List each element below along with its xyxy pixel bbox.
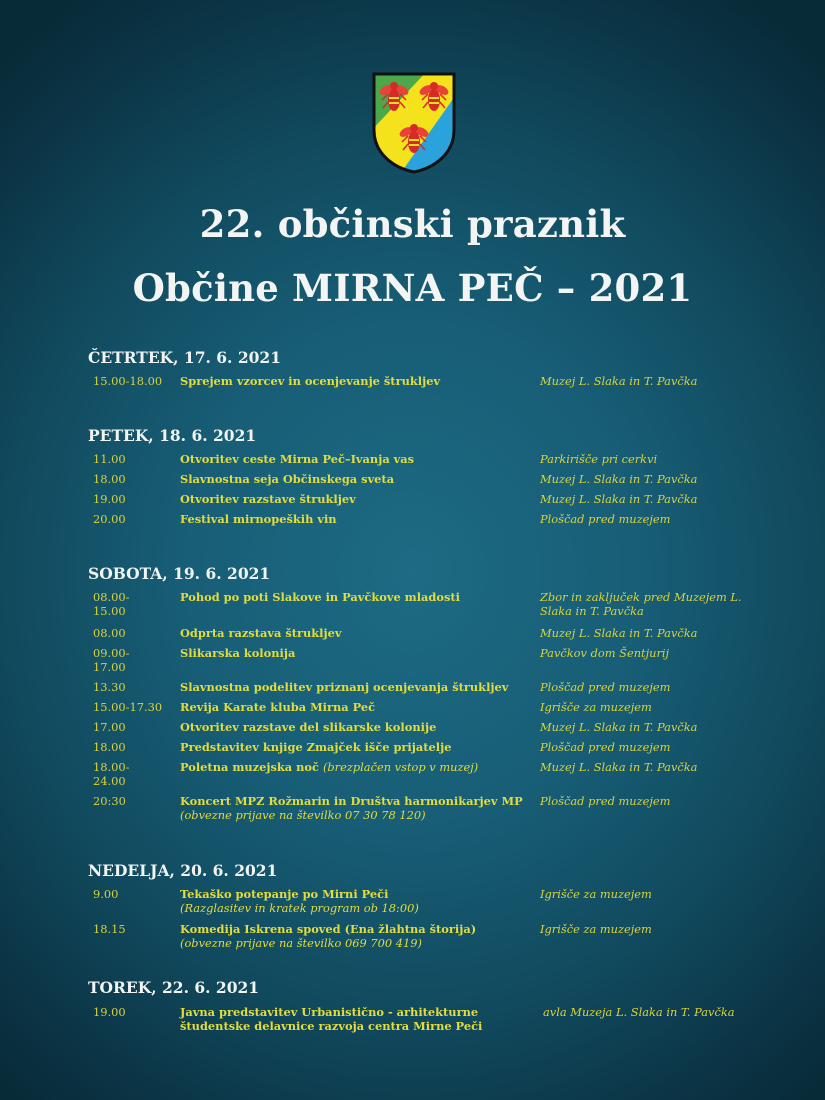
event-location: Parkirišče pri cerkvi <box>540 452 658 466</box>
event-time: 19.00 <box>93 1005 126 1019</box>
event-location: Muzej L. Slaka in T. Pavčka <box>540 492 698 506</box>
event-note: (Razglasitev in kratek program ob 18:00) <box>180 901 419 915</box>
event-time: 18.15 <box>93 922 126 936</box>
event-title: Otvoritev razstave del slikarske kolonije <box>180 720 437 734</box>
event-location-line-1: Zbor in zaključek pred Muzejem L. <box>540 590 742 604</box>
event-title <box>180 922 530 950</box>
event-time: 9.00 <box>93 887 119 901</box>
event-title-text: Komedija Iskrena spoved (Ena žlahtna štorija) <box>180 922 477 936</box>
page-title-line-2: Občine MIRNA PEČ – 2021 <box>132 266 693 310</box>
event-location: Ploščad pred muzejem <box>540 512 671 526</box>
event-time: 13.30 <box>93 680 126 694</box>
event-title: Slikarska kolonija <box>180 646 296 660</box>
event-time: 19.00 <box>93 492 126 506</box>
event-time-end: 24.00 <box>93 774 126 788</box>
event-time: 20.00 <box>93 512 126 526</box>
event-note: (obvezne prijave na številko 07 30 78 120) <box>180 808 426 822</box>
event-location: Muzej L. Slaka in T. Pavčka <box>540 626 698 640</box>
event-time-start: 18.00- <box>93 760 130 774</box>
event-title: Pohod po poti Slakove in Pavčkove mladosti <box>180 590 460 604</box>
event-title-text: Koncert MPZ Rožmarin in Društva harmonikarjev MP <box>180 794 523 808</box>
event-location: Igrišče za muzejem <box>540 922 652 936</box>
event-time: 18.00 <box>93 472 126 486</box>
event-time: 11.00 <box>93 452 126 466</box>
event-title: Revija Karate kluba Mirna Peč <box>180 700 376 714</box>
event-time: 15.00-17.30 <box>93 700 163 714</box>
event-title-text: Tekaško potepanje po Mirni Peči <box>180 887 389 901</box>
day-heading: NEDELJA, 20. 6. 2021 <box>88 861 278 880</box>
event-location-line-2: Slaka in T. Pavčka <box>540 604 644 618</box>
event-title-line-1: Javna predstavitev Urbanistično - arhitekturne <box>180 1005 479 1019</box>
event-time <box>93 646 173 674</box>
event-title <box>180 887 530 915</box>
event-note: (obvezne prijave na številko 069 700 419) <box>180 936 422 950</box>
event-title <box>180 760 530 774</box>
event-location: Muzej L. Slaka in T. Pavčka <box>540 760 698 774</box>
event-location: avla Muzeja L. Slaka in T. Pavčka <box>543 1005 735 1019</box>
event-time: 15.00-18.00 <box>93 374 163 388</box>
event-time-end: 15.00 <box>93 604 126 618</box>
event-title <box>180 794 530 822</box>
event-location: Ploščad pred muzejem <box>540 740 671 754</box>
day-heading: PETEK, 18. 6. 2021 <box>88 426 257 445</box>
event-title: Slavnostna seja Občinskega sveta <box>180 472 395 486</box>
event-title-text: Poletna muzejska noč <box>180 760 319 774</box>
event-location <box>540 590 750 618</box>
event-location: Pavčkov dom Šentjurij <box>540 646 670 660</box>
event-time-end: 17.00 <box>93 660 126 674</box>
event-note: (brezplačen vstop v muzej) <box>322 760 479 774</box>
day-heading: ČETRTEK, 17. 6. 2021 <box>88 348 281 367</box>
event-time: 18.00 <box>93 740 126 754</box>
event-time-start: 09.00- <box>93 646 130 660</box>
event-location: Muzej L. Slaka in T. Pavčka <box>540 720 698 734</box>
coat-of-arms-logo <box>370 70 458 174</box>
event-location: Ploščad pred muzejem <box>540 794 671 808</box>
event-title: Otvoritev razstave štrukljev <box>180 492 356 506</box>
page-title-line-1: 22. občinski praznik <box>199 202 626 246</box>
event-time: 08.00 <box>93 626 126 640</box>
event-title: Odprta razstava štrukljev <box>180 626 342 640</box>
event-time-start: 08.00- <box>93 590 130 604</box>
day-heading: TOREK, 22. 6. 2021 <box>88 978 260 997</box>
event-title: Otvoritev ceste Mirna Peč–Ivanja vas <box>180 452 415 466</box>
day-heading: SOBOTA, 19. 6. 2021 <box>88 564 271 583</box>
event-location: Muzej L. Slaka in T. Pavčka <box>540 374 698 388</box>
event-title: Sprejem vzorcev in ocenjevanje štrukljev <box>180 374 441 388</box>
event-title: Predstavitev knjige Zmajček išče prijatelje <box>180 740 452 754</box>
event-title-line-2: študentske delavnice razvoja centra Mirne Peči <box>180 1019 483 1033</box>
event-title <box>180 1005 530 1033</box>
event-time: 17.00 <box>93 720 126 734</box>
event-time <box>93 590 173 618</box>
event-location: Ploščad pred muzejem <box>540 680 671 694</box>
event-location: Igrišče za muzejem <box>540 887 652 901</box>
event-title: Slavnostna podelitev priznanj ocenjevanja štrukljev <box>180 680 509 694</box>
event-time <box>93 760 173 788</box>
event-title: Festival mirnopeških vin <box>180 512 337 526</box>
event-location: Igrišče za muzejem <box>540 700 652 714</box>
event-time: 20:30 <box>93 794 126 808</box>
event-location: Muzej L. Slaka in T. Pavčka <box>540 472 698 486</box>
